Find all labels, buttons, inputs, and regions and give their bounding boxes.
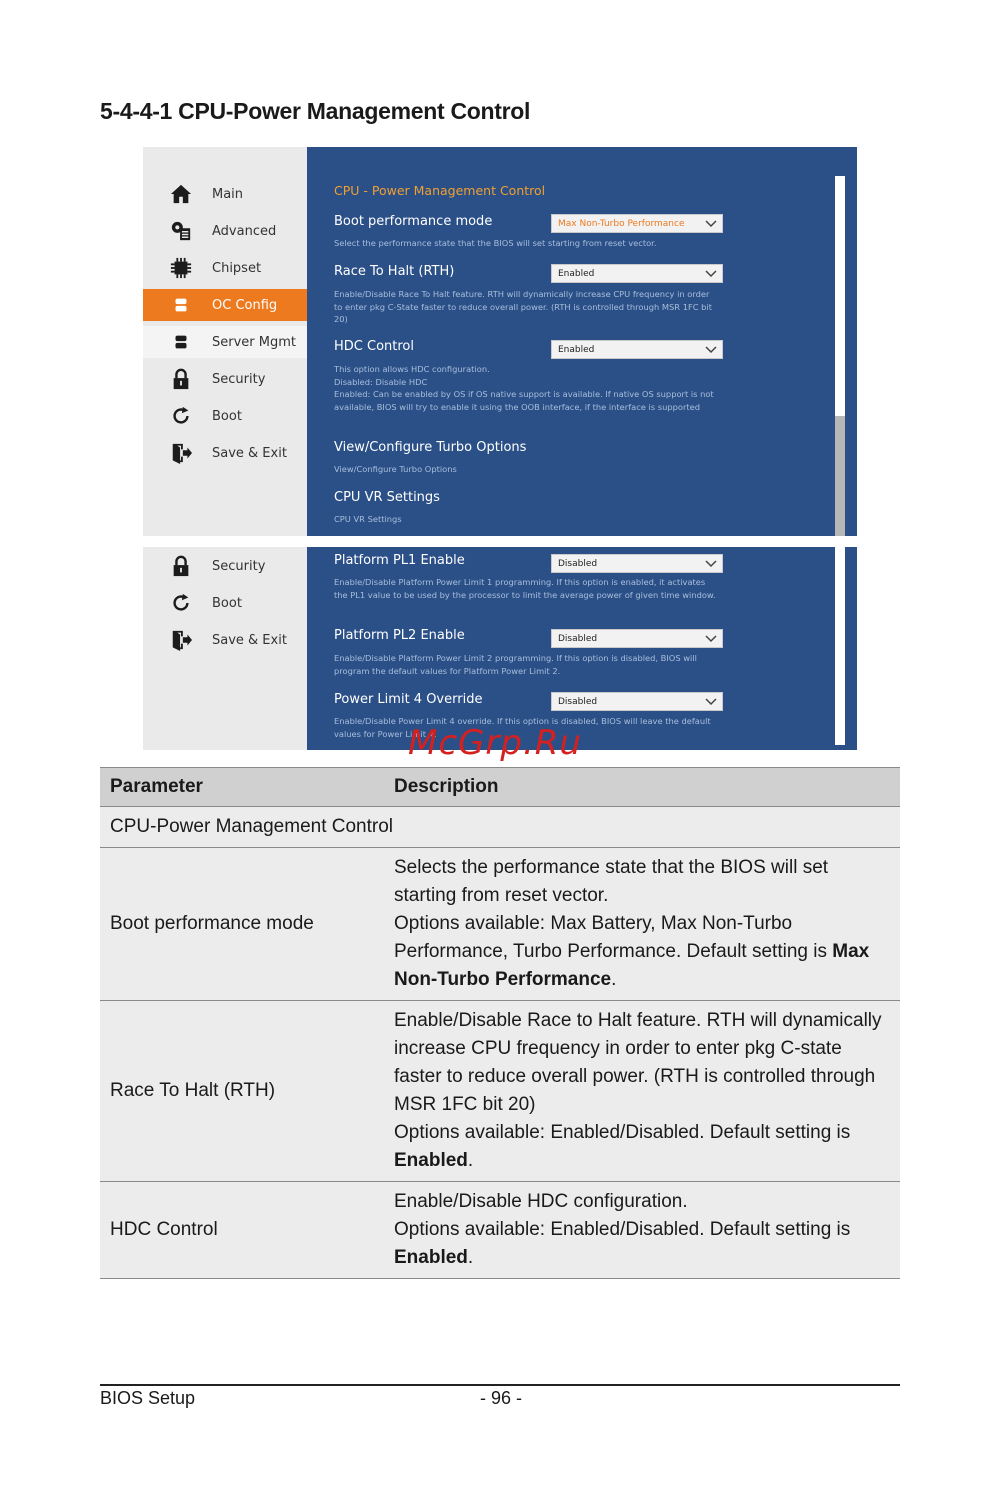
table-header-row [100, 768, 900, 807]
desc-cell [384, 848, 900, 1001]
table-row [100, 848, 900, 1001]
dropdown-value: Max Non-Turbo Performance [558, 219, 685, 229]
footer-section-title: BIOS Setup [100, 1388, 196, 1408]
desc-cell [384, 1001, 900, 1182]
platform-pl2-help: Enable/Disable Platform Power Limit 2 programming. If this option is disabled, BIOS will program the default values for Platform Power Limit 2. [334, 653, 697, 676]
chevron-down-icon [705, 219, 717, 229]
dropdown-value: Disabled [558, 634, 598, 644]
param-cell: HDC Control [100, 1182, 384, 1279]
platform-pl1-help: Enable/Disable Platform Power Limit 1 programming. If this option is enabled, it activates the PL1 value to be used by the processor to limit the average power of given time window. [334, 577, 716, 600]
options-text: Options available: Enabled/Disabled. Default setting is [394, 1122, 851, 1143]
desc-options [394, 910, 890, 994]
power-limit-4-dropdown[interactable] [551, 692, 723, 711]
dropdown-value: Disabled [558, 559, 598, 569]
bios-screen-2 [143, 547, 857, 750]
cpu-vr-settings-link[interactable]: CPU VR Settings [334, 490, 440, 505]
desc-options [394, 1119, 890, 1175]
platform-pl2-dropdown[interactable] [551, 629, 723, 648]
table-row [100, 1001, 900, 1182]
dropdown-value: Disabled [558, 697, 598, 707]
platform-pl2-label[interactable]: Platform PL2 Enable [334, 628, 465, 643]
period: . [467, 1150, 474, 1171]
nav-item-security[interactable] [143, 550, 307, 582]
nav-item-server-mgmt[interactable] [143, 326, 307, 358]
header-parameter: Parameter [100, 768, 384, 807]
nav-label: OC Config [212, 297, 278, 313]
platform-pl1-label[interactable]: Platform PL1 Enable [334, 553, 465, 568]
rth-dropdown[interactable] [551, 264, 723, 283]
hdc-control-dropdown[interactable] [551, 340, 723, 359]
nav-label: Security [212, 371, 266, 387]
footer-page-number: - 96 - [480, 1388, 523, 1408]
parameter-table [100, 767, 900, 1279]
nav-label: Boot [212, 595, 242, 611]
advanced-icon [170, 220, 192, 242]
bios-content [307, 147, 857, 536]
bios-content [307, 547, 857, 750]
header-description: Description [384, 768, 900, 807]
nav-item-chipset[interactable] [143, 252, 307, 284]
nav-item-save-exit[interactable] [143, 624, 307, 656]
param-cell: Race To Halt (RTH) [100, 1001, 384, 1182]
power-limit-4-help: Enable/Disable Power Limit 4 override. If this option is disabled, BIOS will leave the default values for Power Limit 4. [334, 716, 711, 739]
refresh-icon [170, 405, 192, 427]
exit-icon [170, 442, 192, 464]
scrollbar[interactable] [835, 176, 845, 536]
scrollbar[interactable] [835, 547, 845, 745]
chevron-down-icon [705, 634, 717, 644]
nav-item-main[interactable] [143, 178, 307, 210]
help-line: This option allows HDC configuration. [334, 364, 490, 374]
section-title: CPU - Power Management Control [334, 183, 546, 198]
nav-label: Advanced [212, 223, 277, 239]
page-heading: 5-4-4-1 CPU-Power Management Control [100, 98, 531, 124]
turbo-options-link[interactable]: View/Configure Turbo Options [334, 440, 527, 455]
options-text: Options available: Max Battery, Max Non-Turbo Performance, Turbo Performance. Default setting is [394, 913, 833, 962]
chevron-down-icon [705, 345, 717, 355]
bios-sidebar [143, 147, 307, 536]
nav-label: Server Mgmt [212, 334, 296, 350]
nav-item-save-exit[interactable] [143, 437, 307, 469]
boot-performance-mode-label[interactable]: Boot performance mode [334, 214, 493, 229]
scrollbar-thumb[interactable] [835, 416, 845, 536]
chip-icon [170, 257, 192, 279]
default-value: Max Non-Turbo Performance [394, 941, 870, 990]
server-icon [170, 331, 192, 353]
turbo-options-help: View/Configure Turbo Options [334, 464, 457, 474]
refresh-icon [170, 592, 192, 614]
nav-label: Save & Exit [212, 632, 287, 648]
nav-label: Boot [212, 408, 242, 424]
nav-label: Main [212, 186, 244, 202]
platform-pl1-dropdown[interactable] [551, 554, 723, 573]
chevron-down-icon [705, 559, 717, 569]
default-value: Enabled [394, 1247, 468, 1268]
options-text: Options available: Enabled/Disabled. Default setting is [394, 1219, 851, 1240]
footer-divider [100, 1384, 900, 1386]
table-row [100, 1182, 900, 1279]
default-value: Enabled [394, 1150, 468, 1171]
help-line: Enabled: Can be enabled by OS if OS native support is available. If native OS support is not available, BIOS will try to enable it using the OOB interface, if the interface is supported [334, 389, 714, 412]
desc-options [394, 1216, 890, 1272]
lock-icon [170, 555, 192, 577]
nav-item-boot[interactable] [143, 400, 307, 432]
power-limit-4-label[interactable]: Power Limit 4 Override [334, 692, 483, 707]
hdc-control-label[interactable]: HDC Control [334, 339, 414, 354]
rth-help: Enable/Disable Race To Halt feature. RTH will dynamically increase CPU frequency in order to enter pkg C-State faster to reduce overall power. (RTH is controlled through MSR 1FC bit 20) [334, 289, 713, 325]
boot-performance-mode-dropdown[interactable] [551, 214, 723, 233]
help-line: Disabled: Disable HDC [334, 376, 428, 387]
rth-label[interactable]: Race To Halt (RTH) [334, 264, 455, 279]
bios-sidebar [143, 547, 307, 750]
exit-icon [170, 629, 192, 651]
watermark: McGrp.Ru [408, 723, 582, 763]
table-section-row [100, 807, 900, 848]
bios-screen-1 [143, 147, 857, 536]
chevron-down-icon [705, 697, 717, 707]
desc-text: Enable/Disable HDC configuration. [394, 1191, 688, 1212]
period: . [467, 1247, 474, 1268]
dropdown-value: Enabled [558, 269, 595, 279]
home-icon [170, 183, 192, 205]
param-cell: Boot performance mode [100, 848, 384, 1001]
lock-icon [170, 368, 192, 390]
desc-text: Enable/Disable Race to Halt feature. RTH will dynamically increase CPU frequency in order to enter pkg C-state faster to reduce overall power. (RTH is controlled through MSR 1FC bit 20) [394, 1010, 882, 1115]
chevron-down-icon [705, 269, 717, 279]
nav-item-security[interactable] [143, 363, 307, 395]
period: . [611, 969, 617, 990]
boot-performance-mode-help: Select the performance state that the BIOS will set starting from reset vector. [334, 238, 657, 248]
nav-item-boot[interactable] [143, 587, 307, 619]
cpu-vr-settings-help: CPU VR Settings [334, 514, 402, 524]
hdc-control-help [334, 363, 719, 413]
nav-item-advanced[interactable] [143, 215, 307, 247]
dropdown-value: Enabled [558, 345, 595, 355]
nav-label: Security [212, 558, 266, 574]
nav-label: Chipset [212, 260, 262, 276]
desc-text: Selects the performance state that the BIOS will set starting from reset vector. [394, 857, 829, 906]
section-cell: CPU-Power Management Control [100, 807, 900, 848]
nav-label: Save & Exit [212, 445, 287, 461]
desc-cell [384, 1182, 900, 1279]
oc-config-icon [170, 294, 192, 316]
nav-item-oc-config[interactable] [143, 289, 307, 321]
